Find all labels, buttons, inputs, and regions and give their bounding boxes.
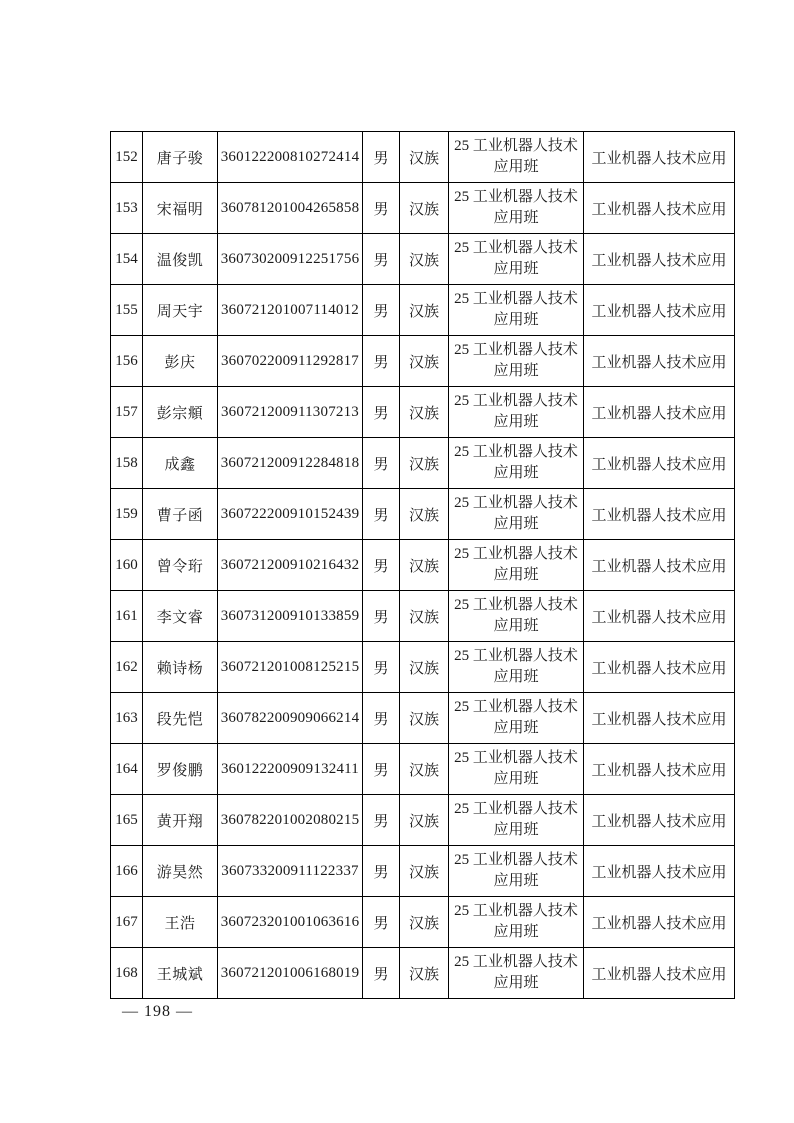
student-row (111, 948, 735, 999)
cell-gender: 男 (363, 795, 400, 846)
cell-gender: 男 (363, 285, 400, 336)
cell-gender: 男 (363, 132, 400, 183)
cell-row-number: 161 (111, 591, 143, 642)
class-name-line2: 应用班 (493, 975, 539, 991)
cell-id-number: 360733200911122337 (218, 846, 363, 897)
cell-id-number: 360721200912284818 (218, 438, 363, 489)
cell-id-number: 360721200910216432 (218, 540, 363, 591)
class-name-line2: 应用班 (493, 924, 539, 940)
cell-row-number: 168 (111, 948, 143, 999)
class-name-line2: 应用班 (493, 261, 539, 277)
cell-class-name (449, 744, 584, 795)
student-row (111, 438, 735, 489)
class-name-line1: 25 工业机器人技术 (454, 699, 578, 715)
cell-row-number: 158 (111, 438, 143, 489)
roster-body (111, 132, 735, 999)
cell-major-name: 工业机器人技术应用 (584, 846, 735, 897)
cell-row-number: 155 (111, 285, 143, 336)
class-name-line1: 25 工业机器人技术 (454, 954, 578, 970)
cell-ethnicity: 汉族 (400, 387, 449, 438)
cell-gender: 男 (363, 540, 400, 591)
cell-row-number: 157 (111, 387, 143, 438)
cell-student-name: 曾令珩 (143, 540, 218, 591)
student-row (111, 693, 735, 744)
cell-gender: 男 (363, 387, 400, 438)
cell-row-number: 153 (111, 183, 143, 234)
class-name-line1: 25 工业机器人技术 (454, 189, 578, 205)
cell-major-name: 工业机器人技术应用 (584, 744, 735, 795)
class-name-line1: 25 工业机器人技术 (454, 342, 578, 358)
student-row (111, 795, 735, 846)
cell-gender: 男 (363, 642, 400, 693)
cell-ethnicity: 汉族 (400, 540, 449, 591)
class-name-line1: 25 工业机器人技术 (454, 801, 578, 817)
class-name-line2: 应用班 (493, 414, 539, 430)
cell-id-number: 360731200910133859 (218, 591, 363, 642)
cell-student-name: 周天宇 (143, 285, 218, 336)
cell-gender: 男 (363, 234, 400, 285)
cell-row-number: 154 (111, 234, 143, 285)
cell-id-number: 360722200910152439 (218, 489, 363, 540)
class-name-line2: 应用班 (493, 669, 539, 685)
class-name-line1: 25 工业机器人技术 (454, 291, 578, 307)
cell-ethnicity: 汉族 (400, 642, 449, 693)
cell-class-name (449, 489, 584, 540)
cell-id-number: 360730200912251756 (218, 234, 363, 285)
cell-class-name (449, 948, 584, 999)
cell-gender: 男 (363, 693, 400, 744)
cell-row-number: 164 (111, 744, 143, 795)
class-name-line2: 应用班 (493, 516, 539, 532)
cell-class-name (449, 642, 584, 693)
class-name-line1: 25 工业机器人技术 (454, 546, 578, 562)
cell-class-name (449, 591, 584, 642)
class-name-line2: 应用班 (493, 873, 539, 889)
cell-id-number: 360122200909132411 (218, 744, 363, 795)
class-name-line1: 25 工业机器人技术 (454, 495, 578, 511)
cell-student-name: 唐子骏 (143, 132, 218, 183)
class-name-line1: 25 工业机器人技术 (454, 648, 578, 664)
class-name-line2: 应用班 (493, 312, 539, 328)
cell-ethnicity: 汉族 (400, 897, 449, 948)
cell-class-name (449, 846, 584, 897)
cell-ethnicity: 汉族 (400, 438, 449, 489)
class-name-line2: 应用班 (493, 771, 539, 787)
cell-ethnicity: 汉族 (400, 183, 449, 234)
cell-major-name: 工业机器人技术应用 (584, 693, 735, 744)
cell-gender: 男 (363, 897, 400, 948)
cell-gender: 男 (363, 336, 400, 387)
cell-student-name: 段先恺 (143, 693, 218, 744)
cell-class-name (449, 336, 584, 387)
cell-row-number: 167 (111, 897, 143, 948)
class-name-line2: 应用班 (493, 363, 539, 379)
cell-row-number: 163 (111, 693, 143, 744)
student-row (111, 132, 735, 183)
class-name-line1: 25 工业机器人技术 (454, 597, 578, 613)
cell-student-name: 李文睿 (143, 591, 218, 642)
cell-class-name (449, 285, 584, 336)
cell-row-number: 159 (111, 489, 143, 540)
class-name-line1: 25 工业机器人技术 (454, 138, 578, 154)
cell-id-number: 360721201006168019 (218, 948, 363, 999)
cell-gender: 男 (363, 591, 400, 642)
cell-student-name: 罗俊鹏 (143, 744, 218, 795)
student-row (111, 642, 735, 693)
cell-class-name (449, 438, 584, 489)
cell-gender: 男 (363, 183, 400, 234)
cell-major-name: 工业机器人技术应用 (584, 489, 735, 540)
cell-gender: 男 (363, 846, 400, 897)
cell-student-name: 黄开翔 (143, 795, 218, 846)
student-row (111, 234, 735, 285)
cell-ethnicity: 汉族 (400, 846, 449, 897)
cell-student-name: 王浩 (143, 897, 218, 948)
cell-gender: 男 (363, 948, 400, 999)
cell-major-name: 工业机器人技术应用 (584, 897, 735, 948)
cell-ethnicity: 汉族 (400, 693, 449, 744)
cell-row-number: 165 (111, 795, 143, 846)
cell-row-number: 152 (111, 132, 143, 183)
cell-id-number: 360721201008125215 (218, 642, 363, 693)
cell-ethnicity: 汉族 (400, 744, 449, 795)
class-name-line2: 应用班 (493, 159, 539, 175)
student-row (111, 336, 735, 387)
cell-id-number: 360782200909066214 (218, 693, 363, 744)
cell-major-name: 工业机器人技术应用 (584, 438, 735, 489)
class-name-line1: 25 工业机器人技术 (454, 903, 578, 919)
cell-id-number: 360721201007114012 (218, 285, 363, 336)
cell-major-name: 工业机器人技术应用 (584, 234, 735, 285)
class-name-line2: 应用班 (493, 720, 539, 736)
cell-major-name: 工业机器人技术应用 (584, 540, 735, 591)
cell-class-name (449, 693, 584, 744)
cell-student-name: 成鑫 (143, 438, 218, 489)
cell-class-name (449, 183, 584, 234)
student-row (111, 387, 735, 438)
class-name-line1: 25 工业机器人技术 (454, 240, 578, 256)
cell-major-name: 工业机器人技术应用 (584, 285, 735, 336)
cell-ethnicity: 汉族 (400, 795, 449, 846)
student-row (111, 540, 735, 591)
cell-gender: 男 (363, 744, 400, 795)
cell-id-number: 360702200911292817 (218, 336, 363, 387)
class-name-line2: 应用班 (493, 567, 539, 583)
cell-ethnicity: 汉族 (400, 336, 449, 387)
student-row (111, 846, 735, 897)
cell-class-name (449, 234, 584, 285)
cell-student-name: 彭庆 (143, 336, 218, 387)
cell-student-name: 曹子函 (143, 489, 218, 540)
cell-ethnicity: 汉族 (400, 489, 449, 540)
cell-major-name: 工业机器人技术应用 (584, 132, 735, 183)
student-row (111, 285, 735, 336)
class-name-line1: 25 工业机器人技术 (454, 852, 578, 868)
page-number: — 198 — (122, 1003, 193, 1020)
cell-ethnicity: 汉族 (400, 591, 449, 642)
class-name-line2: 应用班 (493, 210, 539, 226)
cell-class-name (449, 795, 584, 846)
cell-gender: 男 (363, 489, 400, 540)
cell-row-number: 162 (111, 642, 143, 693)
cell-id-number: 360721200911307213 (218, 387, 363, 438)
cell-major-name: 工业机器人技术应用 (584, 387, 735, 438)
cell-ethnicity: 汉族 (400, 132, 449, 183)
cell-id-number: 360782201002080215 (218, 795, 363, 846)
cell-student-name: 宋福明 (143, 183, 218, 234)
class-name-line2: 应用班 (493, 618, 539, 634)
cell-major-name: 工业机器人技术应用 (584, 183, 735, 234)
cell-student-name: 赖诗杨 (143, 642, 218, 693)
cell-ethnicity: 汉族 (400, 948, 449, 999)
cell-major-name: 工业机器人技术应用 (584, 642, 735, 693)
class-name-line1: 25 工业机器人技术 (454, 750, 578, 766)
cell-major-name: 工业机器人技术应用 (584, 795, 735, 846)
class-name-line1: 25 工业机器人技术 (454, 444, 578, 460)
cell-row-number: 160 (111, 540, 143, 591)
student-row (111, 897, 735, 948)
cell-class-name (449, 540, 584, 591)
cell-id-number: 360122200810272414 (218, 132, 363, 183)
cell-student-name: 游昊然 (143, 846, 218, 897)
cell-student-name: 王城斌 (143, 948, 218, 999)
cell-ethnicity: 汉族 (400, 285, 449, 336)
cell-row-number: 156 (111, 336, 143, 387)
cell-row-number: 166 (111, 846, 143, 897)
cell-major-name: 工业机器人技术应用 (584, 336, 735, 387)
cell-class-name (449, 387, 584, 438)
student-row (111, 591, 735, 642)
student-roster-table (110, 131, 735, 999)
cell-ethnicity: 汉族 (400, 234, 449, 285)
cell-student-name: 彭宗頫 (143, 387, 218, 438)
cell-gender: 男 (363, 438, 400, 489)
student-row (111, 489, 735, 540)
student-row (111, 183, 735, 234)
cell-major-name: 工业机器人技术应用 (584, 591, 735, 642)
student-row (111, 744, 735, 795)
cell-id-number: 360723201001063616 (218, 897, 363, 948)
class-name-line2: 应用班 (493, 822, 539, 838)
cell-class-name (449, 132, 584, 183)
class-name-line2: 应用班 (493, 465, 539, 481)
class-name-line1: 25 工业机器人技术 (454, 393, 578, 409)
cell-student-name: 温俊凯 (143, 234, 218, 285)
cell-class-name (449, 897, 584, 948)
cell-major-name: 工业机器人技术应用 (584, 948, 735, 999)
cell-id-number: 360781201004265858 (218, 183, 363, 234)
